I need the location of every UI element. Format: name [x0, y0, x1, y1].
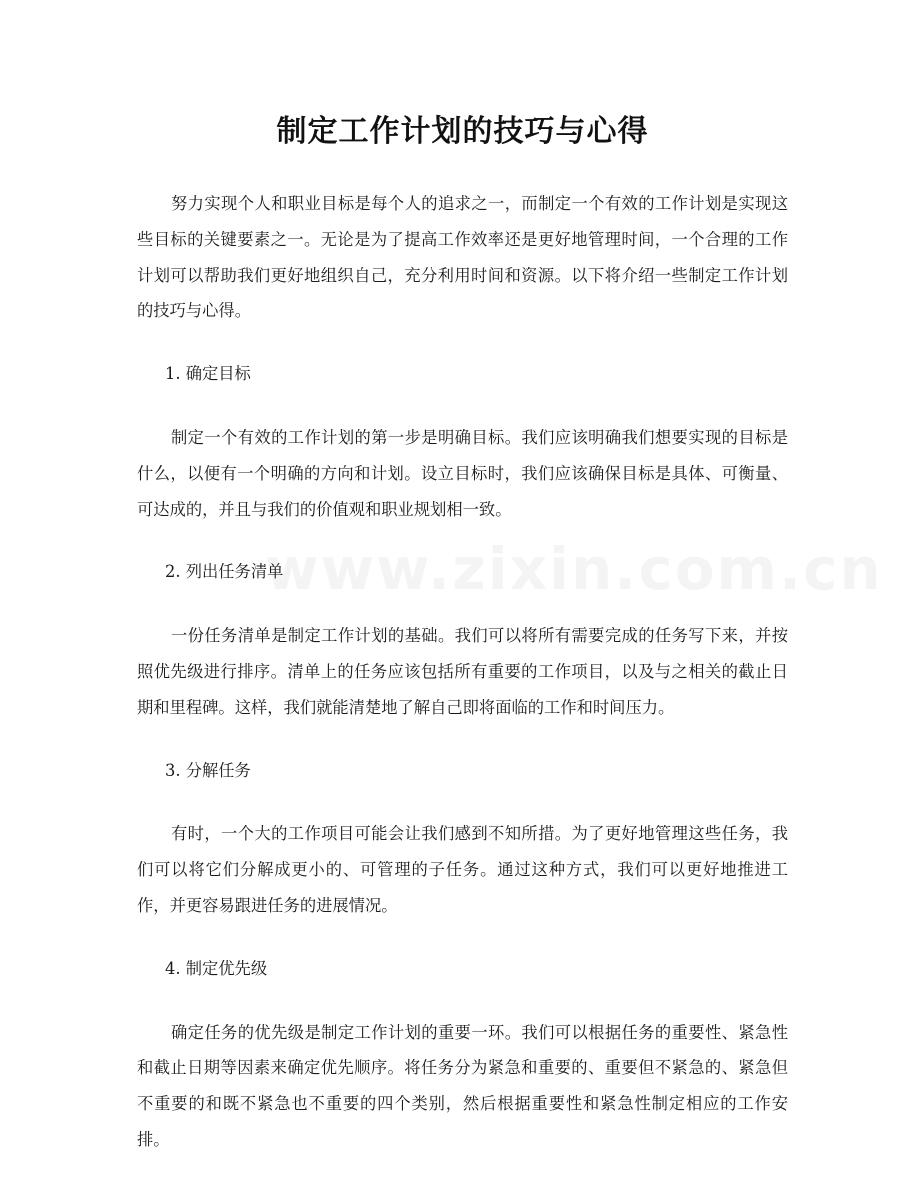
section-3	[137, 753, 788, 924]
section-heading: 2. 列出任务清单	[165, 562, 284, 582]
section-paragraph: 制定一个有效的工作计划的第一步是明确目标。我们应该明确我们想要实现的目标是什么，以便有一个明确的方向和计划。设立目标时，我们应该确保目标是具体、可衡量、可达成的，并且与我们的价值观和职业规划相一致。	[137, 427, 788, 519]
section-2	[137, 554, 788, 725]
intro-paragraph: 努力实现个人和职业目标是每个人的追求之一，而制定一个有效的工作计划是实现这些目标的关键要素之一。无论是为了提高工作效率还是更好地管理时间，一个合理的工作计划可以帮助我们更好地组织自己，充分利用时间和资源。以下将介绍一些制定工作计划的技巧与心得。	[137, 194, 788, 321]
section-4	[137, 951, 788, 1158]
page-title: 制定工作计划的技巧与心得	[276, 114, 649, 149]
section-paragraph: 一份任务清单是制定工作计划的基础。我们可以将所有需要完成的任务写下来，并按照优先级进行排序。清单上的任务应该包括所有重要的工作项目，以及与之相关的截止日期和里程碑。这样，我们就能清楚地了解自己即将面临的工作和时间压力。	[137, 626, 788, 717]
section-heading: 4. 制定优先级	[165, 958, 268, 978]
section-heading: 1. 确定目标	[165, 364, 251, 384]
document-body	[137, 186, 788, 1158]
section-1	[137, 356, 788, 527]
section-heading: 3. 分解任务	[165, 760, 251, 780]
section-paragraph: 确定任务的优先级是制定工作计划的重要一环。我们可以根据任务的重要性、紧急性和截止日期等因素来确定优先顺序。将任务分为紧急和重要的、重要但不紧急的、紧急但不重要的和既不紧急也不重要的四个类别，然后根据重要性和紧急性制定相应的工作安排。	[137, 1022, 788, 1149]
section-paragraph: 有时，一个大的工作项目可能会让我们感到不知所措。为了更好地管理这些任务，我们可以将它们分解成更小的、可管理的子任务。通过这种方式，我们可以更好地推进工作，并更容易跟进任务的进展情况。	[137, 824, 788, 915]
